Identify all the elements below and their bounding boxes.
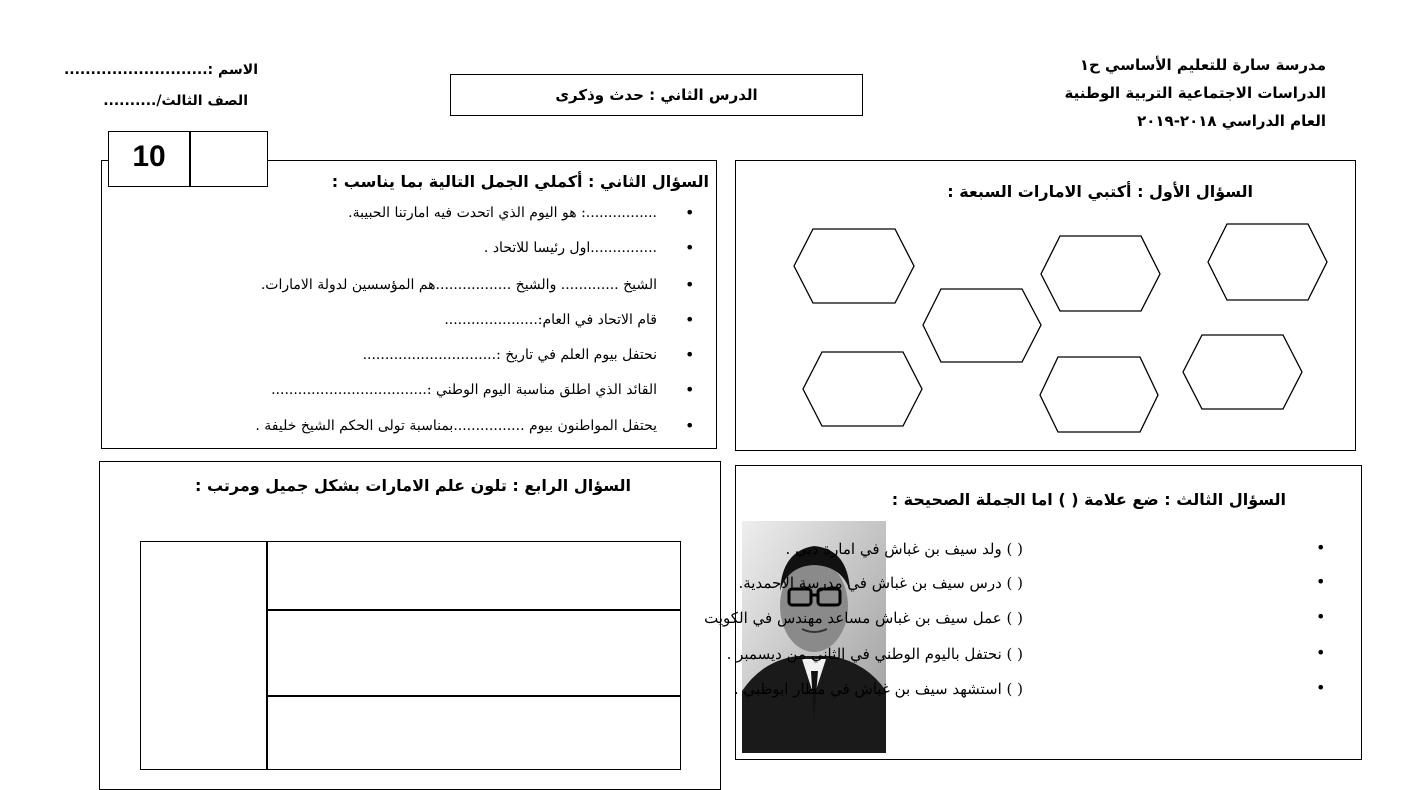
q2-item: يحتفل المواطنون بيوم ................بمناسبة تولى الحكم الشيخ خليفة .: [255, 418, 657, 434]
bullet-icon: •: [685, 238, 695, 257]
student-class-field[interactable]: الصف الثالث/..........: [103, 93, 248, 109]
bullet-icon: •: [685, 345, 695, 364]
question-4-title: السؤال الرابع : تلون علم الامارات بشكل جميل ومرتب :: [195, 476, 631, 495]
flag-stripe-divider: [267, 609, 680, 611]
bullet-icon: •: [1316, 607, 1326, 626]
hexagon-answer: [1041, 236, 1160, 311]
school-name: مدرسة سارة للتعليم الأساسي ح١: [1079, 56, 1326, 74]
question-1-title: السؤال الأول : أكتبي الامارات السبعة :: [947, 182, 1253, 201]
q2-item: القائد الذي اطلق مناسبة اليوم الوطني :...................................: [271, 382, 657, 398]
hexagon-answer: [923, 289, 1041, 362]
question-2-title: السؤال الثاني : أكملي الجمل التالية بما يناسب :: [331, 172, 709, 191]
student-name-field[interactable]: الاسم :...........................: [63, 62, 258, 78]
flag-vertical-band-divider: [266, 542, 268, 769]
q3-item: ( ) درس سيف بن غباش في مدرسة الاحمدية.: [738, 574, 1023, 592]
bullet-icon: •: [685, 380, 695, 399]
q3-item: ( ) عمل سيف بن غباش مساعد مهندس في الكويت: [704, 609, 1023, 627]
bullet-icon: •: [1316, 572, 1326, 591]
lesson-title: الدرس الثاني : حدث وذكرى: [555, 86, 758, 104]
q2-item: الشيخ ............. والشيخ .................هم المؤسسين لدولة الامارات.: [260, 277, 657, 293]
bullet-icon: •: [685, 310, 695, 329]
q2-item: نحتفل بيوم العلم في تاريخ :..............................: [362, 347, 657, 363]
hexagon-answer: [1183, 335, 1302, 409]
flag-stripe-divider: [267, 695, 680, 697]
q2-item: ................: هو اليوم الذي اتحدت فيه امارتنا الحبيبة.: [348, 205, 657, 221]
hexagon-answer: [1208, 224, 1327, 300]
bullet-icon: •: [1316, 538, 1326, 557]
flag-outline[interactable]: [140, 541, 681, 770]
score-total: 10: [132, 140, 166, 173]
q3-item: ( ) استشهد سيف بن غباش في مطار ابوظبي .: [733, 680, 1023, 698]
q2-item: ...............اول رئيسا للاتحاد .: [483, 240, 657, 256]
hexagon-answer: [803, 352, 922, 426]
academic-year: العام الدراسي ٢٠١٨-٢٠١٩: [1137, 112, 1326, 130]
bullet-icon: •: [685, 275, 695, 294]
question-3-title: السؤال الثالث : ضع علامة ( ) اما الجملة الصحيحة :: [891, 490, 1286, 509]
q2-item: قام الاتحاد في العام:.....................: [444, 312, 657, 328]
bullet-icon: •: [685, 203, 695, 222]
q3-item: ( ) ولد سيف بن غباش في امارة دبي .: [785, 540, 1023, 558]
bullet-icon: •: [1316, 678, 1326, 697]
bullet-icon: •: [1316, 643, 1326, 662]
subject-name: الدراسات الاجتماعية التربية الوطنية: [1064, 84, 1326, 102]
hexagon-answer: [794, 229, 914, 303]
hexagon-answer: [1040, 357, 1158, 432]
bullet-icon: •: [685, 416, 695, 435]
q3-item: ( ) نحتفل باليوم الوطني في الثاني من ديسمبر .: [726, 645, 1023, 663]
